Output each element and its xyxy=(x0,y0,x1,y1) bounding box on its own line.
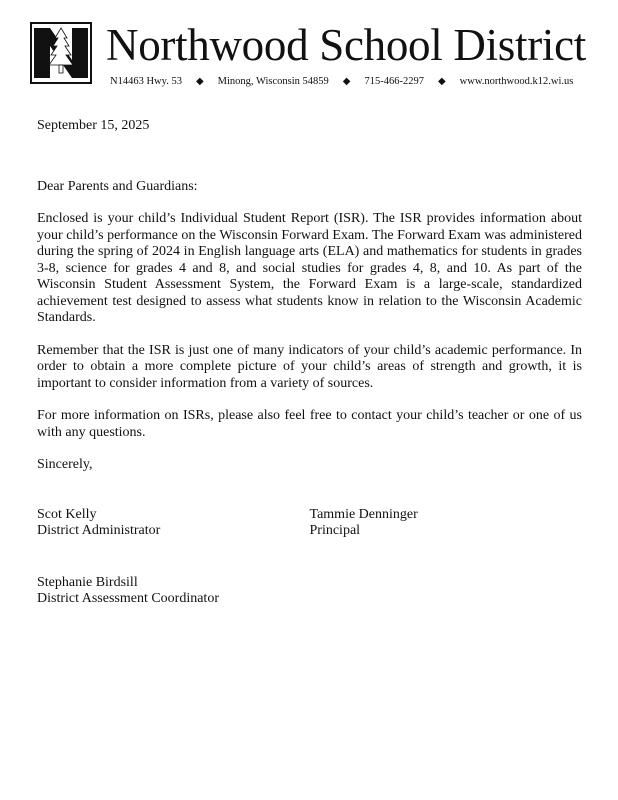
address: N14463 Hwy. 53 xyxy=(110,76,182,87)
phone-number: 715-466-2297 xyxy=(364,76,424,87)
signatory-name: Scot Kelly xyxy=(37,506,97,522)
signature-block xyxy=(37,507,310,540)
signature-row xyxy=(37,507,582,540)
diamond-separator-icon: ◆ xyxy=(195,76,204,87)
paragraph-isr-intro: Enclosed is your child’s Individual Student Report (ISR). The ISR provides information about your child’s performance on the Wisconsin Forward Exam. The Forward Exam was administered during the spring of 2024 in English language arts (ELA) and mathematics for students in grades 3-8, science for grades 4 and 8, and social studies for grades 4, 8, and 10. As part of the Wisconsin Student Assessment System, the Forward Exam is a large-scale, standardized achievement test designed to assess what students know in relation to the Wisconsin Academic Standards. xyxy=(37,211,582,325)
paragraph-indicators: Remember that the ISR is just one of many indicators of your child’s academic performance. In order to obtain a more complete picture of your child’s areas of strength and growth, it is important to consider information from a variety of sources. xyxy=(37,342,582,391)
northwood-logo-icon xyxy=(30,22,92,84)
letter-date: September 15, 2025 xyxy=(37,118,150,133)
signatory-title: Principal xyxy=(309,523,361,538)
signature-block xyxy=(37,575,582,608)
letter-body xyxy=(37,118,582,608)
signature-block xyxy=(310,507,583,540)
city-state-zip: Minong, Wisconsin 54859 xyxy=(217,76,329,87)
signatory-title: District Assessment Coordinator xyxy=(37,591,219,606)
district-name: Northwood School District xyxy=(106,20,586,70)
greeting: Dear Parents and Guardians: xyxy=(37,178,198,194)
signatory-name: Tammie Denninger xyxy=(309,506,418,522)
signatory-name: Stephanie Birdsill xyxy=(37,574,138,590)
signatory-title: District Administrator xyxy=(37,523,161,538)
letterhead xyxy=(30,22,590,92)
contact-line xyxy=(110,76,573,87)
diamond-separator-icon: ◆ xyxy=(342,76,351,87)
diamond-separator-icon: ◆ xyxy=(437,76,446,87)
paragraph-contact: For more information on ISRs, please also feel free to contact your child’s teacher or one of us with any questions. xyxy=(37,408,582,440)
website-link[interactable]: www.northwood.k12.wi.us xyxy=(459,76,574,87)
closing: Sincerely, xyxy=(37,457,93,472)
